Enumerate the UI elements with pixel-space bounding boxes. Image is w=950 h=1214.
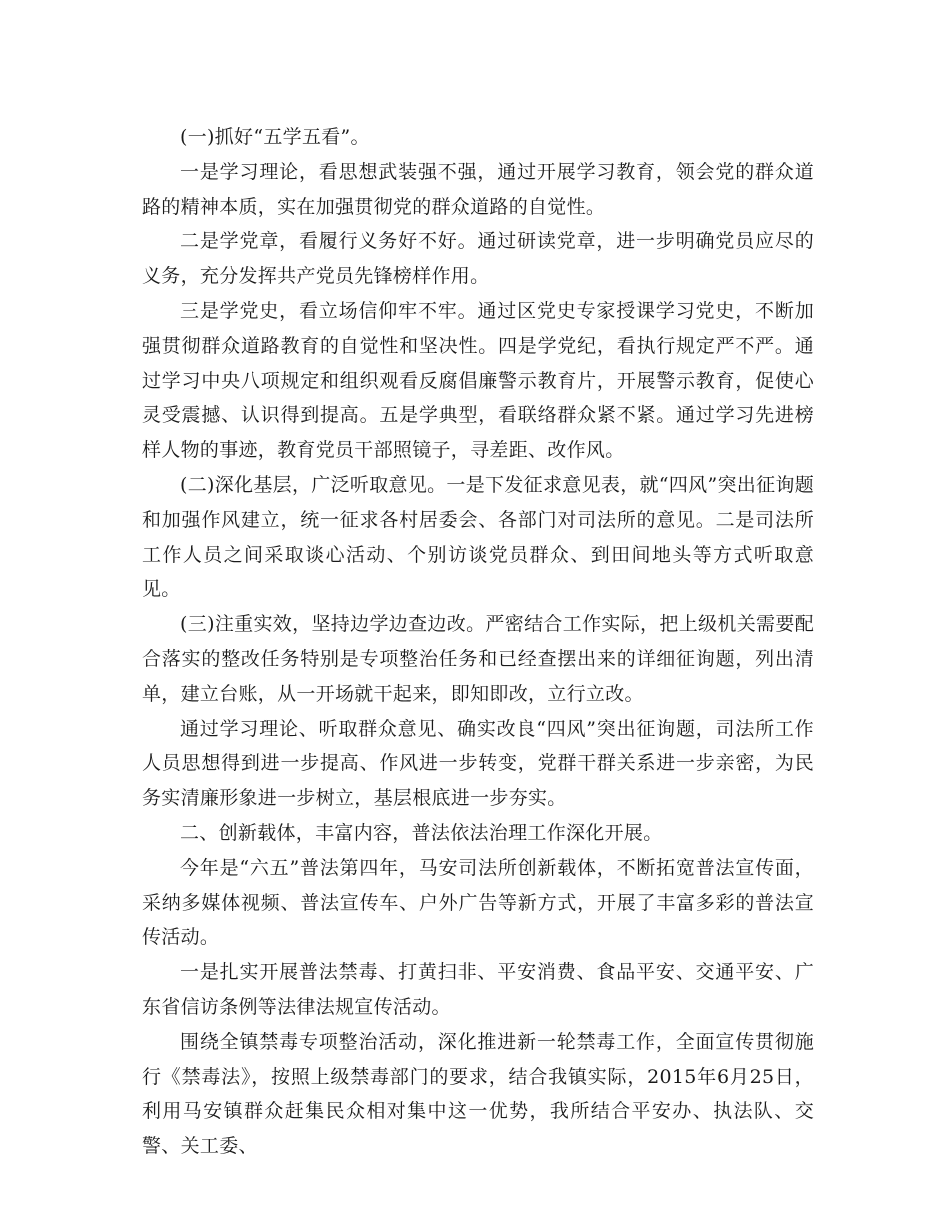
paragraph-2: 一是学习理论，看思想武装强不强，通过开展学习教育，领会党的群众道路的精神本质，实在加强贯彻党的群众道路的自觉性。	[142, 160, 814, 218]
paragraph-9: 今年是“六五”普法第四年，马安司法所创新载体，不断拓宽普法宣传面，采纳多媒体视频、普法宣传车、户外广告等新方式，开展了丰富多彩的普法宣传活动。	[142, 856, 814, 949]
paragraph-5: (二)深化基层，广泛听取意见。一是下发征求意见表，就“四风”突出征询题和加强作风建立，统一征求各村居委会、各部门对司法所的意见。二是司法所工作人员之间采取谈心活动、个别访谈党员群众、到田间地头等方式听取意见。	[142, 473, 814, 601]
paragraph-6: (三)注重实效，坚持边学边查边改。严密结合工作实际，把上级机关需要配合落实的整改任务特别是专项整治任务和已经查摆出来的详细征询题，列出清单，建立台账，从一开场就干起来，即知即改，立行立改。	[142, 613, 814, 705]
paragraph-4: 三是学党史，看立场信仰牢不牢。通过区党史专家授课学习党史，不断加强贯彻群众道路教育的自觉性和坚决性。四是学党纪，看执行规定严不严。通过学习中央八项规定和组织观看反腐倡廉警示教育片，开展警示教育，促使心灵受震撼、认识得到提高。五是学典型，看联络群众紧不紧。通过学习先进榜样人物的事迹，教育党员干部照镜子，寻差距、改作风。	[142, 299, 814, 462]
paragraph-11: 围绕全镇禁毒专项整治活动，深化推进新一轮禁毒工作，全面宣传贯彻施行《禁毒法》，按照上级禁毒部门的要求，结合我镇实际，2015年6月25日，利用马安镇群众赶集民众相对集中这一优势，我所结合平安办、执法队、交警、关工委、	[142, 1030, 814, 1158]
paragraph-3: 二是学党章，看履行义务好不好。通过研读党章，进一步明确党员应尽的义务，充分发挥共产党员先锋榜样作用。	[142, 230, 814, 288]
paragraph-1: (一)抓好“五学五看”。	[180, 126, 370, 148]
document-body	[142, 120, 814, 1164]
paragraph-7: 通过学习理论、听取群众意见、确实改良“四风”突出征询题，司法所工作人员思想得到进一步提高、作风进一步转变，党群干群关系进一步亲密，为民务实清廉形象进一步树立，基层根底进一步夯实。	[142, 717, 814, 810]
section-heading-2: 二、创新载体，丰富内容，普法依法治理工作深化开展。	[180, 821, 663, 844]
paragraph-10: 一是扎实开展普法禁毒、打黄扫非、平安消费、食品平安、交通平安、广东省信访条例等法律法规宣传活动。	[142, 961, 814, 1018]
